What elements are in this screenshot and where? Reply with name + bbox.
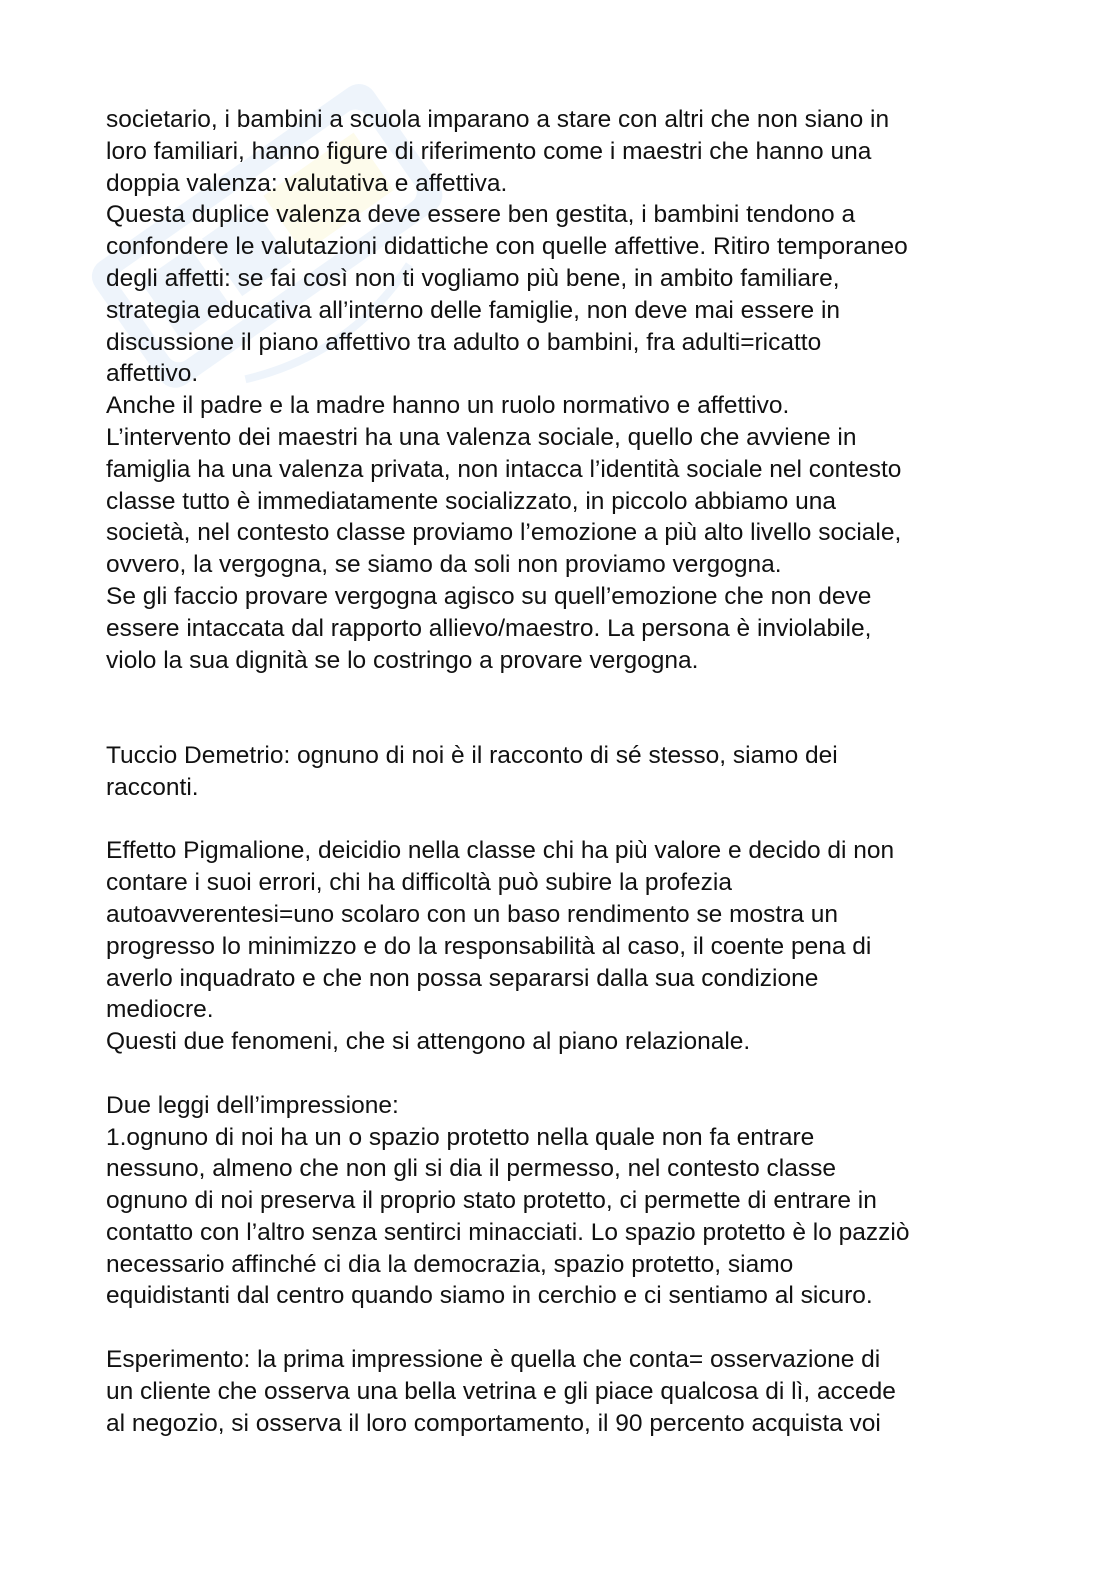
text-line: al negozio, si osserva il loro comportamento, il 90 percento acquista voi	[106, 1409, 881, 1437]
text-line: degli affetti: se fai così non ti vogliamo più bene, in ambito familiare,	[106, 264, 840, 292]
spacer	[106, 676, 1026, 740]
text-line: Anche il padre e la madre hanno un ruolo normativo e affettivo.	[106, 392, 790, 420]
text-line: progresso lo minimizzo e do la responsabilità al caso, il coente pena di	[106, 932, 872, 960]
text-line: Effetto Pigmalione, deicidio nella classe chi ha più valore e decido di non	[106, 837, 895, 865]
text-line: Se gli faccio provare vergogna agisco su quell’emozione che non deve	[106, 582, 872, 610]
text-line: mediocre.	[106, 996, 214, 1024]
spacer	[106, 1058, 1026, 1090]
text-line: Esperimento: la prima impressione è quella che conta= osservazione di	[106, 1346, 881, 1374]
text-line: essere intaccata dal rapporto allievo/maestro. La persona è inviolabile,	[106, 614, 872, 642]
text-line: discussione il piano affettivo tra adulto o bambini, fra adulti=ricatto	[106, 328, 822, 356]
text-line: contare i suoi errori, chi ha difficoltà può subire la profezia	[106, 869, 732, 897]
text-line: Questi due fenomeni, che si attengono al piano relazionale.	[106, 1028, 751, 1056]
text-line: Due leggi dell’impressione:	[106, 1091, 399, 1119]
text-line: loro familiari, hanno figure di riferimento come i maestri che hanno una	[106, 137, 872, 165]
text-line: famiglia ha una valenza privata, non intacca l’identità sociale nel contesto	[106, 455, 902, 483]
text-line: equidistanti dal centro quando siamo in cerchio e ci sentiamo al sicuro.	[106, 1282, 873, 1310]
text-line: confondere le valutazioni didattiche con quelle affettive. Ritiro temporaneo	[106, 233, 908, 261]
text-line: società, nel contesto classe proviamo l’emozione a più alto livello sociale,	[106, 519, 902, 547]
text-line: violo la sua dignità se lo costringo a provare vergogna.	[106, 646, 699, 674]
text-line: racconti.	[106, 773, 199, 801]
spacer	[106, 1312, 1026, 1344]
text-line: classe tutto è immediatamente socializzato, in piccolo abbiamo una	[106, 487, 836, 515]
paragraph-block-5	[106, 1344, 1026, 1439]
text-line: nessuno, almeno che non gli si dia il permesso, nel contesto classe	[106, 1155, 836, 1183]
paragraph-block-3	[106, 835, 1026, 1058]
text-line: societario, i bambini a scuola imparano a stare con altri che non siano in	[106, 106, 890, 133]
text-line: contatto con l’altro senza sentirci minacciati. Lo spazio protetto è lo pazziò	[106, 1218, 910, 1246]
text-line: Questa duplice valenza deve essere ben gestita, i bambini tendono a	[106, 201, 856, 229]
paragraph-block-4	[106, 1090, 1026, 1313]
text-line: affettivo.	[106, 360, 199, 388]
paragraph-block-2	[106, 740, 1026, 804]
text-line: 1.ognuno di noi ha un o spazio protetto nella quale non fa entrare	[106, 1123, 815, 1151]
text-line: L’intervento dei maestri ha una valenza sociale, quello che avviene in	[106, 423, 857, 451]
document-body	[106, 104, 1026, 1439]
text-line: un cliente che osserva una bella vetrina e gli piace qualcosa di lì, accede	[106, 1377, 896, 1405]
text-line: ovvero, la vergogna, se siamo da soli non proviamo vergogna.	[106, 551, 782, 579]
paragraph-block-1	[106, 104, 1026, 676]
text-line: ognuno di noi preserva il proprio stato protetto, ci permette di entrare in	[106, 1187, 877, 1215]
text-line: necessario affinché ci dia la democrazia, spazio protetto, siamo	[106, 1250, 794, 1278]
text-line: autoavverentesi=uno scolaro con un baso rendimento se mostra un	[106, 900, 839, 928]
text-line: Tuccio Demetrio: ognuno di noi è il racconto di sé stesso, siamo dei	[106, 741, 838, 769]
text-line: averlo inquadrato e che non possa separarsi dalla sua condizione	[106, 964, 819, 992]
spacer	[106, 804, 1026, 836]
text-line: doppia valenza: valutativa e affettiva.	[106, 169, 508, 197]
text-line: strategia educativa all’interno delle famiglie, non deve mai essere in	[106, 296, 841, 324]
